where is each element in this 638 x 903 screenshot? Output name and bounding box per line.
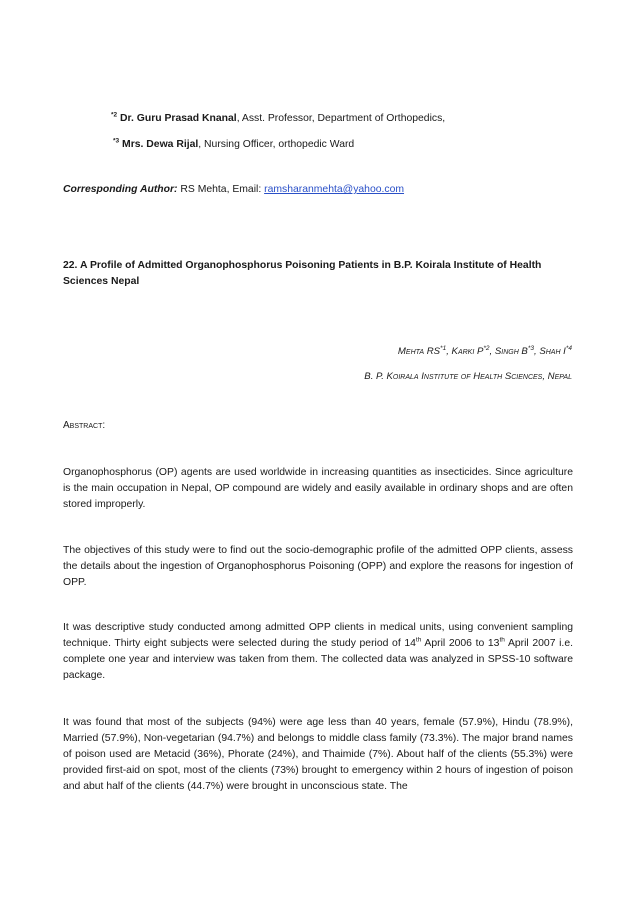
- abstract-heading: Abstract:: [63, 420, 106, 431]
- affiliation-marker: *2: [111, 111, 118, 119]
- corresponding-text: RS Mehta, Email:: [177, 184, 265, 195]
- author-separator: ,: [446, 346, 452, 357]
- affiliation-name: Mrs. Dewa Rijal: [122, 139, 199, 150]
- affiliation-detail: , Asst. Professor, Department of Orthopedics,: [236, 113, 446, 124]
- abstract-paragraph-4: It was found that most of the subjects (94%) were age less than 40 years, female (57.9%), Hindu (78.9%), Married (57.9%), Non-vegetarian (94.7%) and belongs to middle class family (73.3%). The major brand names of poison used are Metacid (36%), Phorate (24%), and Thaimide (7%). About half of the clients (55.3%) were provided first-aid on spot, most of the clients (73%) brought to emergency within 2 hours of ingestion of poison and abut half of the clients (44.7%) were brought in unconscious state. The: [63, 717, 573, 792]
- email-link[interactable]: ramsharanmehta@yahoo.com: [264, 184, 405, 195]
- author-name: Singh B: [494, 346, 528, 357]
- author-marker: *1: [440, 344, 447, 352]
- affiliation-detail: , Nursing Officer, orthopedic Ward: [198, 139, 355, 150]
- institution: B. P. Koirala Institute of Health Sciences, Nepal: [364, 371, 572, 382]
- paragraph-text: It was descriptive study conducted among admitted OPP clients in medical units, using convenient sampling technique. Thirty eight subjects were selected during the study period of 14: [63, 622, 573, 649]
- author-marker: *3: [527, 344, 534, 352]
- affiliation-3: [113, 137, 354, 153]
- author-name: Karki P: [451, 346, 484, 357]
- abstract-paragraph-3: [63, 620, 573, 684]
- author-list: [398, 346, 572, 357]
- paragraph-text: April 2007 i.e. complete one year and interview was taken from them. The collected data was analyzed in SPSS-10 software package.: [63, 638, 573, 681]
- author-marker: *4: [565, 344, 572, 352]
- author-separator: ,: [489, 346, 495, 357]
- author-name: Mehta RS: [397, 346, 441, 357]
- abstract-paragraph-1: Organophosphorus (OP) agents are used worldwide in increasing quantities as insecticides. Since agriculture is the main occupation in Nepal, OP compound are widely and easily available in ordinary shops and are often stored improperly.: [63, 467, 573, 510]
- affiliation-2: [111, 111, 445, 127]
- corresponding-label: Corresponding Author:: [63, 184, 178, 195]
- author-name: Shah I: [539, 346, 566, 357]
- ordinal-suffix: th: [415, 636, 422, 644]
- article-title: 22. A Profile of Admitted Organophosphorus Poisoning Patients in B.P. Koirala Institute of Health Sciences Nepal: [63, 260, 542, 287]
- paragraph-text: April 2006 to 13: [421, 638, 500, 649]
- affiliation-marker: *3: [113, 137, 120, 145]
- author-separator: ,: [533, 346, 540, 357]
- ordinal-suffix: th: [499, 636, 505, 644]
- corresponding-author: [63, 182, 404, 198]
- abstract-paragraph-2: The objectives of this study were to find out the socio-demographic profile of the admitted OPP clients, assess the details about the ingestion of Organophosphorus Poisoning (OPP) and explore the reasons for ingestion of OPP.: [63, 545, 573, 588]
- author-marker: *2: [483, 344, 490, 352]
- affiliation-name: Dr. Guru Prasad Knanal: [120, 113, 237, 124]
